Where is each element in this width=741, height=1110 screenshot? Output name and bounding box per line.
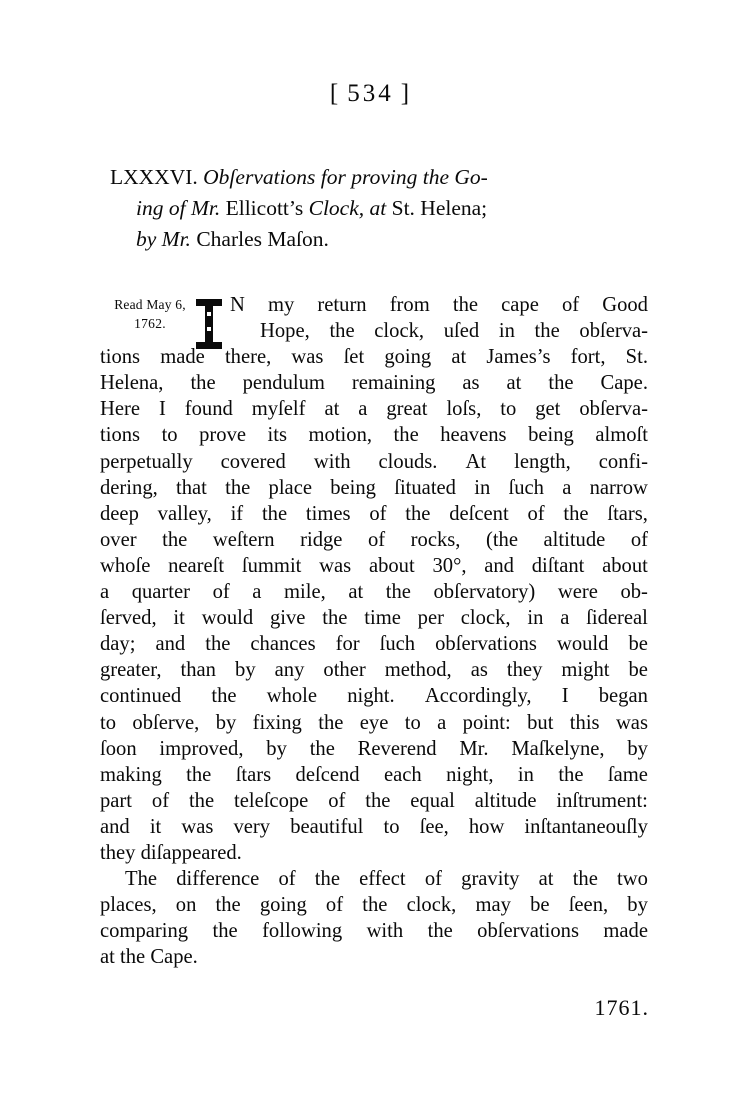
body-word: be xyxy=(628,633,648,656)
body-word: ſituated xyxy=(394,476,456,499)
body-line xyxy=(100,631,648,657)
body-word: a xyxy=(437,711,447,734)
body-word: ſerved, xyxy=(100,607,157,630)
body-word: motion, xyxy=(308,424,373,447)
body-word: the xyxy=(548,372,574,395)
body-word: day; xyxy=(100,633,136,656)
body-word: obſervations xyxy=(477,920,579,943)
body-line: they diſappeared. xyxy=(100,841,242,864)
body-word: pendulum xyxy=(242,372,325,395)
body-word: dering, xyxy=(100,476,158,499)
body-word: Cape. xyxy=(600,372,648,395)
body-word: part xyxy=(100,789,133,812)
body-word: of xyxy=(278,868,296,891)
article-title-text-2a: ing of Mr. xyxy=(136,196,221,220)
body-word: the xyxy=(329,320,355,343)
body-word: the xyxy=(225,476,251,499)
body-word: to xyxy=(161,424,178,447)
body-word: the xyxy=(393,424,419,447)
body-line xyxy=(100,553,648,579)
body-word: almoſt xyxy=(595,424,648,447)
body-word: obſervations xyxy=(435,633,537,656)
body-word: my xyxy=(267,294,295,316)
body-word: but xyxy=(527,711,554,734)
page-number-value: 534 xyxy=(347,80,394,107)
body-word: I xyxy=(561,685,569,708)
body-word: ſee, xyxy=(419,815,449,838)
body-word: effect xyxy=(359,868,406,891)
body-line xyxy=(100,736,648,762)
body-word: the xyxy=(452,294,479,316)
body-word: by xyxy=(627,737,648,760)
body-word: inſtantaneouſly xyxy=(524,815,648,838)
body-word: the xyxy=(427,920,453,943)
body-word: equal xyxy=(410,789,455,812)
body-word: the xyxy=(162,528,188,551)
body-word: obſerva- xyxy=(579,398,648,421)
body-text xyxy=(100,292,648,970)
body-word: perpetually xyxy=(100,450,193,473)
body-word: the xyxy=(385,581,411,604)
body-line xyxy=(100,892,648,918)
article-author-name: Charles Maſon. xyxy=(196,227,329,251)
page-number xyxy=(0,80,741,108)
body-word: made xyxy=(160,346,205,369)
body-word: 30°, xyxy=(432,554,467,577)
body-line: at the Cape. xyxy=(100,946,198,969)
body-word: clouds. xyxy=(378,450,438,473)
body-word: ſoon xyxy=(100,737,137,760)
body-line xyxy=(100,527,648,553)
body-word: would xyxy=(201,607,254,630)
body-word: made xyxy=(603,920,648,943)
body-word: Reverend xyxy=(357,737,437,760)
body-line xyxy=(100,762,648,788)
body-word: as xyxy=(462,372,480,395)
article-title xyxy=(110,162,650,255)
body-word: if xyxy=(230,502,244,525)
body-word: of xyxy=(630,528,648,551)
body-word: was xyxy=(291,346,324,369)
year-footer: 1761. xyxy=(594,995,649,1020)
body-word: rocks, xyxy=(410,528,461,551)
body-line xyxy=(100,370,648,396)
body-word: difference xyxy=(176,868,260,891)
body-word: weſtern xyxy=(212,528,275,551)
body-word: Good xyxy=(602,294,648,316)
body-word: at xyxy=(324,398,340,421)
body-word: going xyxy=(259,894,307,917)
body-word: get xyxy=(535,398,561,421)
article-title-text-2b: Ellicott’s xyxy=(225,196,304,220)
body-word: ſame xyxy=(607,763,648,786)
body-word: the xyxy=(205,633,231,656)
body-line xyxy=(100,814,648,840)
body-word: to xyxy=(383,815,400,838)
body-word: ob- xyxy=(620,581,648,604)
body-word: At xyxy=(465,450,487,473)
body-word: from xyxy=(389,294,430,316)
body-word: be xyxy=(530,894,550,917)
body-word: of xyxy=(151,789,170,812)
body-word: confi- xyxy=(598,450,648,473)
body-word: heavens xyxy=(440,424,507,447)
body-word: the xyxy=(318,711,344,734)
body-word: The xyxy=(125,868,158,891)
body-line xyxy=(100,579,648,605)
body-word: by xyxy=(266,737,287,760)
body-line xyxy=(100,657,648,683)
body-word: neareſt xyxy=(168,554,225,577)
body-word: whole xyxy=(266,685,318,708)
body-word: with xyxy=(313,450,351,473)
body-word: two xyxy=(617,868,648,891)
body-word: they xyxy=(506,659,543,682)
body-word: for xyxy=(335,633,360,656)
body-word: clock, xyxy=(460,607,511,630)
body-line xyxy=(100,396,648,422)
body-word: following xyxy=(262,920,343,943)
body-word: and xyxy=(484,554,514,577)
body-word: covered xyxy=(220,450,286,473)
body-word: continued xyxy=(100,685,182,708)
body-word: Here xyxy=(100,398,141,421)
article-title-line-1 xyxy=(110,162,650,193)
body-word: night, xyxy=(446,763,494,786)
body-word: gravity xyxy=(461,868,520,891)
body-word: place xyxy=(268,476,312,499)
body-word: the xyxy=(563,502,589,525)
body-word: Mr. xyxy=(459,737,489,760)
body-word: the xyxy=(534,320,560,343)
body-word: night. xyxy=(347,685,395,708)
body-line xyxy=(100,475,648,501)
body-word: going xyxy=(384,346,432,369)
body-word: in xyxy=(498,320,515,343)
body-word: as xyxy=(470,659,488,682)
body-word: a xyxy=(358,398,368,421)
body-word: it xyxy=(173,607,185,630)
body-word: teleſcope xyxy=(233,789,309,812)
body-line xyxy=(100,292,648,318)
body-word: being xyxy=(528,424,574,447)
body-word: was xyxy=(181,815,214,838)
body-word: to xyxy=(404,711,421,734)
body-word: the xyxy=(365,789,391,812)
body-word: ſuch xyxy=(379,633,416,656)
body-word: with xyxy=(366,920,404,943)
body-word: St. xyxy=(625,346,648,369)
body-word: may xyxy=(475,894,511,917)
body-word: narrow xyxy=(589,476,648,499)
body-word: ſuch xyxy=(508,476,544,499)
body-word: myſelf xyxy=(251,398,306,421)
body-word: the xyxy=(212,920,238,943)
body-word: clock, xyxy=(374,320,425,343)
body-word: of xyxy=(561,294,580,316)
body-word: to xyxy=(100,711,117,734)
body-word: fort, xyxy=(570,346,606,369)
body-word: by xyxy=(215,711,237,734)
article-title-line-2 xyxy=(110,193,650,224)
body-word: valley, xyxy=(157,502,212,525)
body-word: inſtrument: xyxy=(556,789,648,812)
body-word: uſed xyxy=(443,320,480,343)
body-word: chances xyxy=(250,633,316,656)
body-word: each xyxy=(383,763,422,786)
body-word: Accordingly, xyxy=(424,685,532,708)
body-word: about xyxy=(602,554,648,577)
body-word: of xyxy=(328,789,346,812)
body-word: the xyxy=(188,789,215,812)
body-line xyxy=(100,866,648,892)
body-word: over xyxy=(100,528,137,551)
body-word: fixing xyxy=(252,711,302,734)
body-word: altitude xyxy=(543,528,606,551)
body-word: and xyxy=(155,633,186,656)
body-word: ſummit xyxy=(241,554,302,577)
body-word: the xyxy=(190,372,216,395)
body-word: a xyxy=(560,607,570,630)
body-line xyxy=(100,344,648,370)
body-word: the xyxy=(558,763,584,786)
body-word: the xyxy=(215,894,241,917)
page-number-open-bracket: [ xyxy=(329,80,341,107)
body-word: method, xyxy=(384,659,452,682)
body-word: would xyxy=(556,633,609,656)
body-line xyxy=(100,318,648,344)
body-word: diſtant xyxy=(531,554,585,577)
body-word: its xyxy=(267,424,287,447)
body-word: ſet xyxy=(343,346,365,369)
body-word: making xyxy=(100,763,162,786)
body-word: ſeen, xyxy=(568,894,609,917)
article-title-text-1: Obſervations for proving the Go- xyxy=(203,165,488,189)
body-word: deſcent xyxy=(449,502,509,525)
body-word: clock, xyxy=(406,894,457,917)
body-word: be xyxy=(628,659,648,682)
body-word: altitude xyxy=(474,789,537,812)
body-word: the xyxy=(322,607,348,630)
body-word: improved, xyxy=(159,737,244,760)
body-word: mile, xyxy=(284,581,326,604)
body-line xyxy=(100,918,648,944)
article-number: LXXXVI. xyxy=(110,165,198,189)
body-word: in xyxy=(474,476,491,499)
body-word: give xyxy=(269,607,306,630)
body-word: at xyxy=(451,346,467,369)
body-word: tions xyxy=(100,424,141,447)
body-word: cape xyxy=(501,294,539,316)
body-word: there, xyxy=(224,346,272,369)
body-line xyxy=(100,683,648,709)
body-word: the xyxy=(362,894,388,917)
body-word: eye xyxy=(359,711,389,734)
body-word: N xyxy=(230,294,245,316)
body-word: of xyxy=(369,502,387,525)
body-word: on xyxy=(175,894,197,917)
body-word: per xyxy=(417,607,444,630)
body-word: (the xyxy=(485,528,518,551)
body-word: the xyxy=(309,737,335,760)
body-word: obſerva- xyxy=(579,320,648,343)
body-word: deſcend xyxy=(295,763,360,786)
body-word: began xyxy=(598,685,648,708)
body-word: that xyxy=(176,476,207,499)
body-word: how xyxy=(468,815,505,838)
body-word: it xyxy=(149,815,162,838)
body-word: in xyxy=(527,607,544,630)
body-word: greater, xyxy=(100,659,162,682)
body-word: of xyxy=(325,894,344,917)
body-word: a xyxy=(100,581,110,604)
body-word: times xyxy=(305,502,351,525)
body-word: by xyxy=(235,659,256,682)
body-word: remaining xyxy=(351,372,436,395)
body-line xyxy=(100,710,648,736)
body-word: deep xyxy=(100,502,139,525)
body-word: James’s xyxy=(486,346,551,369)
body-word: of xyxy=(424,868,442,891)
body-line xyxy=(100,788,648,814)
article-title-line-3 xyxy=(110,224,650,255)
body-word: and xyxy=(100,815,130,838)
body-word: of xyxy=(367,528,386,551)
body-word: a xyxy=(562,476,572,499)
body-word: ſidereal xyxy=(586,607,648,630)
article-title-text-2c: Clock, at xyxy=(308,196,387,220)
body-word: than xyxy=(180,659,216,682)
body-word: I xyxy=(158,398,166,421)
body-word: a xyxy=(252,581,262,604)
body-word: places, xyxy=(100,894,157,917)
body-word: ſtars, xyxy=(607,502,648,525)
body-word: great xyxy=(386,398,428,421)
body-word: tions xyxy=(100,346,141,369)
body-word: in xyxy=(517,763,534,786)
body-word: very xyxy=(233,815,271,838)
body-word: the xyxy=(211,685,237,708)
body-word: was xyxy=(615,711,648,734)
body-word: to xyxy=(500,398,517,421)
body-line xyxy=(100,605,648,631)
body-word: Maſkelyne, xyxy=(511,737,605,760)
body-word: return xyxy=(317,294,367,316)
body-word: the xyxy=(186,763,212,786)
body-word: being xyxy=(330,476,376,499)
body-line xyxy=(100,422,648,448)
body-word: Hope, xyxy=(260,320,310,343)
body-word: other xyxy=(323,659,366,682)
body-word: of xyxy=(527,502,545,525)
body-word: length, xyxy=(514,450,571,473)
body-word: comparing xyxy=(100,920,189,943)
body-word: at xyxy=(506,372,522,395)
body-word: of xyxy=(212,581,230,604)
body-word: beautiful xyxy=(290,815,364,838)
body-word: about xyxy=(368,554,415,577)
body-word: was xyxy=(319,554,352,577)
read-date-line-2: 1762. xyxy=(134,316,166,331)
body-word: found xyxy=(184,398,233,421)
body-word: the xyxy=(572,868,598,891)
body-word: were xyxy=(557,581,598,604)
body-word: by xyxy=(627,894,648,917)
body-word: any xyxy=(274,659,305,682)
article-author-prefix: by Mr. xyxy=(136,227,191,251)
page-number-close-bracket: ] xyxy=(400,80,412,107)
body-word: point: xyxy=(462,711,511,734)
body-word: ſtars xyxy=(235,763,272,786)
body-word: obſervatory) xyxy=(433,581,536,604)
body-word: at xyxy=(348,581,364,604)
body-word: loſs, xyxy=(446,398,482,421)
body-word: whoſe xyxy=(100,554,151,577)
body-word: prove xyxy=(199,424,247,447)
body-word: might xyxy=(561,659,610,682)
body-word: time xyxy=(364,607,401,630)
body-word: the xyxy=(405,502,431,525)
body-line xyxy=(100,449,648,475)
body-word: obſerve, xyxy=(132,711,200,734)
body-word: Helena, xyxy=(100,372,164,395)
body-word: quarter xyxy=(131,581,191,604)
body-line xyxy=(100,501,648,527)
article-title-text-2d: St. Helena; xyxy=(391,196,488,220)
body-word: the xyxy=(314,868,340,891)
body-word: at xyxy=(538,868,554,891)
body-word: the xyxy=(261,502,288,525)
read-date-line-1: Read May 6, xyxy=(114,297,186,312)
body-word: ridge xyxy=(300,528,343,551)
body-word: this xyxy=(569,711,600,734)
